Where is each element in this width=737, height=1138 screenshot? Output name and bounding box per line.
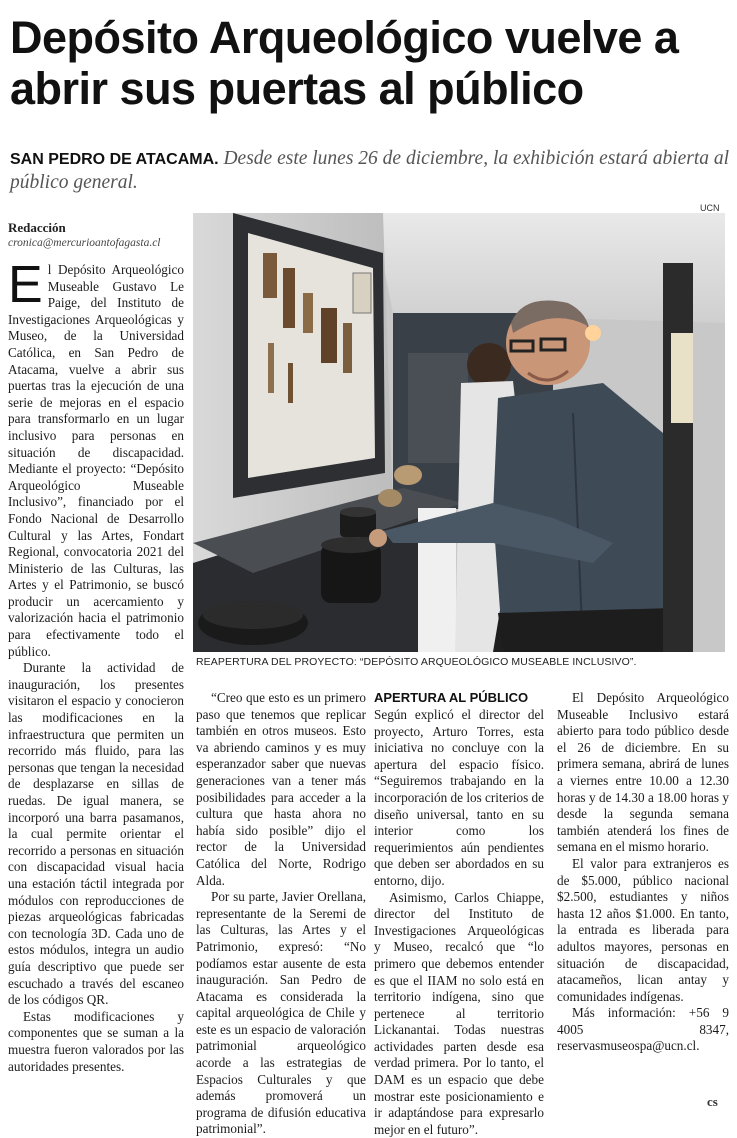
body-paragraph-2: Durante la actividad de inauguración, los presentes visitaron el espacio y conocieron las modificaciones en la infraestructura que permiten un recorrido más fluido, para las personas que tengan la necesidad de desplazarse en sillas de ruedas. De igual manera, se incorporó una barra pasamanos, la cual permite orientar el recorrido a personas en situación con discapacidad visual hacia una estación táctil integrada por módulos con reproducciones de piezas arqueológicas fabricadas con tecnología 3D. Cada uno de estos módulos, integra un audio guía descriptivo que puede ser escuchado a través del escaneo de los códigos QR. (8, 660, 184, 1008)
body-paragraph-6: Según explicó el director del proyecto, Arturo Torres, esta iniciativa no concluye con la apertura del espacio físico. “Seguiremos trabajando en la incorporación de los criterios de diseño universal, tanto en su interior como los requerimientos aún pendientes que deben ser abordados en su entorno, dijo. (374, 707, 544, 888)
deck (10, 147, 730, 194)
subheading: APERTURA AL PÚBLICO (374, 690, 529, 705)
body-paragraph-5: Por su parte, Javier Orellana, representante de la Seremi de las Culturas, las Artes y el Patrimonio, expresó: “No podíamos estar ausente de esta inauguración. San Pedro de Atacama es considerada la capital arqueológica de Chile y este es un espacio de valoración patrimonial arqueológico acorde a las estrategias de Espacios Culturales y que además promoverá un programa de difusión educativa patrimonial”. (196, 889, 366, 1137)
drop-cap: E (8, 256, 43, 314)
byline-name: Redacción (8, 220, 66, 235)
photo-credit: UCN (700, 203, 720, 213)
byline-email: cronica@mercurioantofagasta.cl (8, 237, 161, 249)
byline (8, 220, 188, 249)
museum-photo (193, 213, 725, 652)
end-mark-icon: cs (707, 1094, 718, 1109)
body-paragraph-10: Más información: +56 9 4005 8347, reservasmuseospa@ucn.cl. (557, 1005, 729, 1054)
deck-text: Desde este lunes 26 de diciembre, la exhibición estará abierta al público general. (10, 148, 730, 193)
body-paragraph-9: El valor para extranjeros es de $5.000, público nacional $2.500, estudiantes y niños hasta 12 años $1.000. En tanto, la entrada es liberada para adultos mayores, personas en situación de discapacidad, atacameños, lican antay y comunidades indígenas. (557, 855, 729, 1004)
article-column-4 (557, 690, 729, 1055)
article-column-1 (8, 256, 184, 1075)
headline: Depósito Arqueológico vuelve a abrir sus puertas al público (10, 12, 679, 114)
article-column-3 (374, 690, 544, 1138)
body-paragraph-3: Estas modificaciones y componentes que se suman a la muestra fueron valorados por las autoridades presentes. (8, 1008, 184, 1074)
article-column-2 (196, 690, 366, 1138)
body-paragraph-4: “Creo que esto es un primero paso que tenemos que replicar también en otros museos. Esto va abriendo caminos y es muy esperanzador saber que nuevas generaciones van a tener más posibilidades para acceder a la cultura que hasta ahora no había sido posible” dijo el rector de la Universidad Católica del Norte, Rodrigo Alda. (196, 690, 366, 888)
body-paragraph-7: Asimismo, Carlos Chiappe, director del Instituto de Investigaciones Arqueológicas y Museo, recalcó que “lo primero que debemos entender es que el IIAM no solo está en territorio indígena, sino que pertenece al territorio Lickanantai. Todas nuestras actividades parten desde esa verdad primera. Por lo tanto, el DAM es un espacio que debe mostrar este posicionamiento e ir adaptándose para expresarlo mejor en el futuro”. (374, 889, 544, 1137)
photo-caption: REAPERTURA DEL PROYECTO: “DEPÓSITO ARQUEOLÓGICO MUSEABLE INCLUSIVO”. (196, 656, 637, 668)
body-paragraph-8: El Depósito Arqueológico Museable Inclusivo estará abierto para todo público desde el 26 de diciembre. En su primera semana, abrirá de lunes a viernes entre 10.00 a 12.30 horas y de 14.30 a 18.00 horas y desde la segunda semana también atenderá los fines de semana en el mismo horario. (557, 690, 729, 855)
body-paragraph-1 (8, 256, 184, 660)
deck-location: SAN PEDRO DE ATACAMA. (10, 151, 219, 168)
body-paragraph-1-text: l Depósito Arqueológico Museable Gustavo Le Paige, del Instituto de Investigaciones Arqueológicas y Museo, de la Universidad Católica, en San Pedro de Atacama, vuelve a abrir sus puertas tras la ejecución de una serie de mejoras en el espacio para transformarlo en un lugar inclusivo para personas en situación de discapacidad. Mediante el proyecto: “Depósito Arqueológico Museable Inclusivo”, financiado por el Fondo Nacional de Desarrollo Cultural y las Artes, Fondart Regional, convocatoria 2021 del Ministerio de las Culturas, las Artes y el Patrimonio, se buscó producir un acercamiento y valorización hacia el patrimonio para efectivamente todo el público. (8, 262, 184, 659)
